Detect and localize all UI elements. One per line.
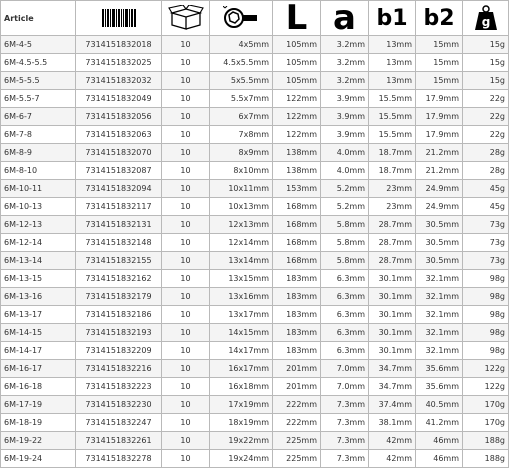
- table-row: [1, 396, 509, 414]
- table-row: [1, 252, 509, 270]
- cell-length: 183mm: [273, 288, 321, 306]
- cell-article: 6M-10-11: [1, 180, 76, 198]
- cell-weight: 98g: [463, 324, 509, 342]
- cell-weight: 22g: [463, 90, 509, 108]
- cell-weight: 15g: [463, 36, 509, 54]
- cell-article: 6M-5-5.5: [1, 72, 76, 90]
- cell-thickness: 3.2mm: [321, 36, 369, 54]
- cell-b1: 15.5mm: [369, 108, 416, 126]
- cell-b2: 35.6mm: [416, 378, 463, 396]
- cell-quantity: 10: [162, 180, 210, 198]
- table-row: [1, 306, 509, 324]
- table-header-row: [1, 1, 509, 36]
- cell-ean: 7314151832025: [76, 54, 162, 72]
- cell-weight: 98g: [463, 342, 509, 360]
- cell-ean: 7314151832070: [76, 144, 162, 162]
- cell-quantity: 10: [162, 360, 210, 378]
- cell-length: 225mm: [273, 450, 321, 468]
- cell-weight: 15g: [463, 72, 509, 90]
- cell-thickness: 5.2mm: [321, 198, 369, 216]
- cell-length: 105mm: [273, 54, 321, 72]
- cell-thickness: 6.3mm: [321, 270, 369, 288]
- cell-b1: 28.7mm: [369, 252, 416, 270]
- cell-ean: 7314151832049: [76, 90, 162, 108]
- cell-length: 168mm: [273, 252, 321, 270]
- cell-ean: 7314151832018: [76, 36, 162, 54]
- cell-thickness: 3.9mm: [321, 108, 369, 126]
- cell-ean: 7314151832162: [76, 270, 162, 288]
- cell-thickness: 3.9mm: [321, 126, 369, 144]
- cell-quantity: 10: [162, 72, 210, 90]
- cell-b1: 42mm: [369, 432, 416, 450]
- cell-thickness: 6.3mm: [321, 288, 369, 306]
- cell-ean: 7314151832186: [76, 306, 162, 324]
- cell-ean: 7314151832209: [76, 342, 162, 360]
- cell-b1: 13mm: [369, 36, 416, 54]
- cell-b2: 30.5mm: [416, 216, 463, 234]
- cell-ean: 7314151832148: [76, 234, 162, 252]
- cell-thickness: 3.9mm: [321, 90, 369, 108]
- cell-thickness: 5.8mm: [321, 234, 369, 252]
- cell-article: 6M-8-10: [1, 162, 76, 180]
- cell-size: 12x13mm: [210, 216, 273, 234]
- cell-b1: 23mm: [369, 180, 416, 198]
- cell-article: 6M-6-7: [1, 108, 76, 126]
- cell-thickness: 7.3mm: [321, 396, 369, 414]
- cell-article: 6M-13-15: [1, 270, 76, 288]
- cell-article: 6M-16-17: [1, 360, 76, 378]
- cell-thickness: 4.0mm: [321, 162, 369, 180]
- header-length-L: [273, 1, 321, 36]
- cell-thickness: 6.3mm: [321, 306, 369, 324]
- cell-b2: 46mm: [416, 432, 463, 450]
- cell-b2: 17.9mm: [416, 126, 463, 144]
- cell-b1: 30.1mm: [369, 306, 416, 324]
- cell-b1: 42mm: [369, 450, 416, 468]
- cell-weight: 122g: [463, 378, 509, 396]
- table-body: [1, 36, 509, 468]
- cell-thickness: 7.0mm: [321, 360, 369, 378]
- table-row: [1, 90, 509, 108]
- cell-article: 6M-4.5-5.5: [1, 54, 76, 72]
- cell-b2: 15mm: [416, 36, 463, 54]
- cell-ean: 7314151832216: [76, 360, 162, 378]
- cell-quantity: 10: [162, 54, 210, 72]
- cell-weight: 98g: [463, 288, 509, 306]
- cell-size: 16x18mm: [210, 378, 273, 396]
- cell-b1: 30.1mm: [369, 324, 416, 342]
- cell-article: 6M-16-18: [1, 378, 76, 396]
- cell-ean: 7314151832094: [76, 180, 162, 198]
- cell-length: 222mm: [273, 396, 321, 414]
- cell-b2: 40.5mm: [416, 396, 463, 414]
- header-width-b1: [369, 1, 416, 36]
- cell-length: 222mm: [273, 414, 321, 432]
- cell-length: 105mm: [273, 36, 321, 54]
- cell-b2: 15mm: [416, 72, 463, 90]
- table-row: [1, 180, 509, 198]
- cell-quantity: 10: [162, 414, 210, 432]
- header-weight-g: [463, 1, 509, 36]
- cell-b1: 30.1mm: [369, 270, 416, 288]
- cell-quantity: 10: [162, 450, 210, 468]
- cell-article: 6M-13-17: [1, 306, 76, 324]
- cell-b2: 46mm: [416, 450, 463, 468]
- cell-size: 19x22mm: [210, 432, 273, 450]
- cell-size: 13x17mm: [210, 306, 273, 324]
- cell-length: 201mm: [273, 378, 321, 396]
- cell-quantity: 10: [162, 396, 210, 414]
- cell-ean: 7314151832223: [76, 378, 162, 396]
- cell-length: 168mm: [273, 234, 321, 252]
- cell-size: 4.5x5.5mm: [210, 54, 273, 72]
- cell-size: 13x15mm: [210, 270, 273, 288]
- cell-quantity: 10: [162, 216, 210, 234]
- cell-thickness: 5.8mm: [321, 252, 369, 270]
- cell-size: 4x5mm: [210, 36, 273, 54]
- header-L-label: L: [285, 0, 308, 36]
- cell-weight: 22g: [463, 126, 509, 144]
- cell-length: 168mm: [273, 216, 321, 234]
- cell-quantity: 10: [162, 324, 210, 342]
- table-row: [1, 108, 509, 126]
- cell-size: 5x5.5mm: [210, 72, 273, 90]
- cell-article: 6M-7-8: [1, 126, 76, 144]
- wrench-size-icon: [223, 6, 259, 30]
- cell-quantity: 10: [162, 306, 210, 324]
- cell-size: 19x24mm: [210, 450, 273, 468]
- cell-quantity: 10: [162, 270, 210, 288]
- cell-b1: 34.7mm: [369, 360, 416, 378]
- cell-weight: 170g: [463, 414, 509, 432]
- table-row: [1, 198, 509, 216]
- table-row: [1, 36, 509, 54]
- header-quantity: [162, 1, 210, 36]
- table-row: [1, 432, 509, 450]
- cell-thickness: 6.3mm: [321, 342, 369, 360]
- cell-b2: 32.1mm: [416, 288, 463, 306]
- cell-weight: 73g: [463, 234, 509, 252]
- cell-article: 6M-5.5-7: [1, 90, 76, 108]
- table-row: [1, 126, 509, 144]
- cell-ean: 7314151832193: [76, 324, 162, 342]
- cell-quantity: 10: [162, 162, 210, 180]
- cell-b1: 23mm: [369, 198, 416, 216]
- cell-article: 6M-14-15: [1, 324, 76, 342]
- box-icon: [168, 5, 204, 31]
- table-row: [1, 288, 509, 306]
- cell-b1: 13mm: [369, 72, 416, 90]
- cell-weight: 45g: [463, 180, 509, 198]
- cell-size: 12x14mm: [210, 234, 273, 252]
- cell-size: 8x10mm: [210, 162, 273, 180]
- cell-thickness: 6.3mm: [321, 324, 369, 342]
- cell-b1: 34.7mm: [369, 378, 416, 396]
- cell-length: 153mm: [273, 180, 321, 198]
- cell-b2: 17.9mm: [416, 108, 463, 126]
- cell-ean: 7314151832063: [76, 126, 162, 144]
- cell-article: 6M-19-22: [1, 432, 76, 450]
- cell-ean: 7314151832179: [76, 288, 162, 306]
- cell-quantity: 10: [162, 108, 210, 126]
- table-row: [1, 54, 509, 72]
- cell-size: 14x15mm: [210, 324, 273, 342]
- cell-weight: 98g: [463, 270, 509, 288]
- cell-b1: 37.4mm: [369, 396, 416, 414]
- cell-b2: 32.1mm: [416, 306, 463, 324]
- cell-quantity: 10: [162, 90, 210, 108]
- cell-b2: 30.5mm: [416, 252, 463, 270]
- cell-quantity: 10: [162, 288, 210, 306]
- cell-article: 6M-12-14: [1, 234, 76, 252]
- cell-length: 122mm: [273, 126, 321, 144]
- cell-b1: 18.7mm: [369, 144, 416, 162]
- cell-thickness: 7.3mm: [321, 414, 369, 432]
- cell-weight: 28g: [463, 144, 509, 162]
- cell-thickness: 5.2mm: [321, 180, 369, 198]
- cell-length: 138mm: [273, 162, 321, 180]
- cell-b1: 15.5mm: [369, 90, 416, 108]
- cell-b1: 13mm: [369, 54, 416, 72]
- cell-b1: 18.7mm: [369, 162, 416, 180]
- cell-length: 105mm: [273, 72, 321, 90]
- cell-article: 6M-13-14: [1, 252, 76, 270]
- cell-b2: 21.2mm: [416, 144, 463, 162]
- cell-b2: 17.9mm: [416, 90, 463, 108]
- header-a-label: a: [333, 0, 356, 36]
- cell-b2: 24.9mm: [416, 180, 463, 198]
- cell-b1: 15.5mm: [369, 126, 416, 144]
- cell-article: 6M-14-17: [1, 342, 76, 360]
- cell-b2: 41.2mm: [416, 414, 463, 432]
- cell-thickness: 7.0mm: [321, 378, 369, 396]
- cell-size: 17x19mm: [210, 396, 273, 414]
- cell-ean: 7314151832230: [76, 396, 162, 414]
- cell-ean: 7314151832117: [76, 198, 162, 216]
- cell-b2: 30.5mm: [416, 234, 463, 252]
- cell-article: 6M-12-13: [1, 216, 76, 234]
- cell-b2: 24.9mm: [416, 198, 463, 216]
- weight-icon: [473, 5, 499, 31]
- table-row: [1, 450, 509, 468]
- cell-size: 13x16mm: [210, 288, 273, 306]
- cell-ean: 7314151832155: [76, 252, 162, 270]
- cell-b2: 32.1mm: [416, 342, 463, 360]
- header-b1-label: b1: [376, 5, 408, 31]
- table-row: [1, 234, 509, 252]
- cell-quantity: 10: [162, 432, 210, 450]
- cell-b2: 35.6mm: [416, 360, 463, 378]
- cell-b1: 30.1mm: [369, 342, 416, 360]
- cell-article: 6M-18-19: [1, 414, 76, 432]
- cell-length: 225mm: [273, 432, 321, 450]
- cell-article: 6M-4-5: [1, 36, 76, 54]
- table-row: [1, 324, 509, 342]
- cell-ean: 7314151832032: [76, 72, 162, 90]
- header-size: [210, 1, 273, 36]
- cell-ean: 7314151832131: [76, 216, 162, 234]
- barcode-icon: [102, 9, 136, 27]
- cell-quantity: 10: [162, 342, 210, 360]
- cell-weight: 98g: [463, 306, 509, 324]
- cell-b2: 32.1mm: [416, 270, 463, 288]
- cell-ean: 7314151832247: [76, 414, 162, 432]
- cell-quantity: 10: [162, 126, 210, 144]
- cell-size: 10x11mm: [210, 180, 273, 198]
- cell-thickness: 4.0mm: [321, 144, 369, 162]
- cell-size: 13x14mm: [210, 252, 273, 270]
- cell-weight: 15g: [463, 54, 509, 72]
- cell-weight: 73g: [463, 216, 509, 234]
- cell-quantity: 10: [162, 198, 210, 216]
- table-row: [1, 270, 509, 288]
- cell-thickness: 7.3mm: [321, 450, 369, 468]
- cell-article: 6M-13-16: [1, 288, 76, 306]
- table-row: [1, 360, 509, 378]
- table-row: [1, 216, 509, 234]
- cell-weight: 188g: [463, 432, 509, 450]
- table-row: [1, 342, 509, 360]
- cell-b1: 28.7mm: [369, 234, 416, 252]
- weight-icon-label: g: [481, 15, 490, 29]
- cell-b2: 15mm: [416, 54, 463, 72]
- cell-size: 8x9mm: [210, 144, 273, 162]
- table-row: [1, 162, 509, 180]
- cell-length: 122mm: [273, 108, 321, 126]
- table-row: [1, 72, 509, 90]
- cell-thickness: 3.2mm: [321, 54, 369, 72]
- cell-weight: 22g: [463, 108, 509, 126]
- cell-quantity: 10: [162, 252, 210, 270]
- cell-ean: 7314151832056: [76, 108, 162, 126]
- cell-weight: 45g: [463, 198, 509, 216]
- cell-size: 10x13mm: [210, 198, 273, 216]
- cell-b2: 32.1mm: [416, 324, 463, 342]
- cell-ean: 7314151832087: [76, 162, 162, 180]
- cell-weight: 73g: [463, 252, 509, 270]
- cell-size: 18x19mm: [210, 414, 273, 432]
- cell-article: 6M-19-24: [1, 450, 76, 468]
- cell-length: 168mm: [273, 198, 321, 216]
- header-barcode: [76, 1, 162, 36]
- cell-length: 122mm: [273, 90, 321, 108]
- cell-thickness: 5.8mm: [321, 216, 369, 234]
- table-row: [1, 378, 509, 396]
- cell-length: 183mm: [273, 270, 321, 288]
- cell-length: 183mm: [273, 306, 321, 324]
- cell-size: 6x7mm: [210, 108, 273, 126]
- cell-weight: 28g: [463, 162, 509, 180]
- cell-article: 6M-10-13: [1, 198, 76, 216]
- header-b2-label: b2: [423, 5, 455, 31]
- cell-weight: 122g: [463, 360, 509, 378]
- header-width-b2: [416, 1, 463, 36]
- cell-ean: 7314151832261: [76, 432, 162, 450]
- cell-size: 14x17mm: [210, 342, 273, 360]
- cell-ean: 7314151832278: [76, 450, 162, 468]
- cell-b2: 21.2mm: [416, 162, 463, 180]
- cell-size: 16x17mm: [210, 360, 273, 378]
- cell-length: 183mm: [273, 324, 321, 342]
- header-article: Article: [1, 1, 76, 36]
- cell-length: 201mm: [273, 360, 321, 378]
- cell-quantity: 10: [162, 378, 210, 396]
- cell-weight: 188g: [463, 450, 509, 468]
- cell-length: 183mm: [273, 342, 321, 360]
- cell-article: 6M-8-9: [1, 144, 76, 162]
- cell-b1: 38.1mm: [369, 414, 416, 432]
- cell-quantity: 10: [162, 36, 210, 54]
- cell-quantity: 10: [162, 144, 210, 162]
- cell-size: 5.5x7mm: [210, 90, 273, 108]
- cell-weight: 170g: [463, 396, 509, 414]
- cell-quantity: 10: [162, 234, 210, 252]
- cell-size: 7x8mm: [210, 126, 273, 144]
- cell-article: 6M-17-19: [1, 396, 76, 414]
- header-thickness-a: [321, 1, 369, 36]
- cell-thickness: 7.3mm: [321, 432, 369, 450]
- table-row: [1, 144, 509, 162]
- cell-length: 138mm: [273, 144, 321, 162]
- cell-thickness: 3.2mm: [321, 72, 369, 90]
- cell-b1: 30.1mm: [369, 288, 416, 306]
- cell-b1: 28.7mm: [369, 216, 416, 234]
- table-row: [1, 414, 509, 432]
